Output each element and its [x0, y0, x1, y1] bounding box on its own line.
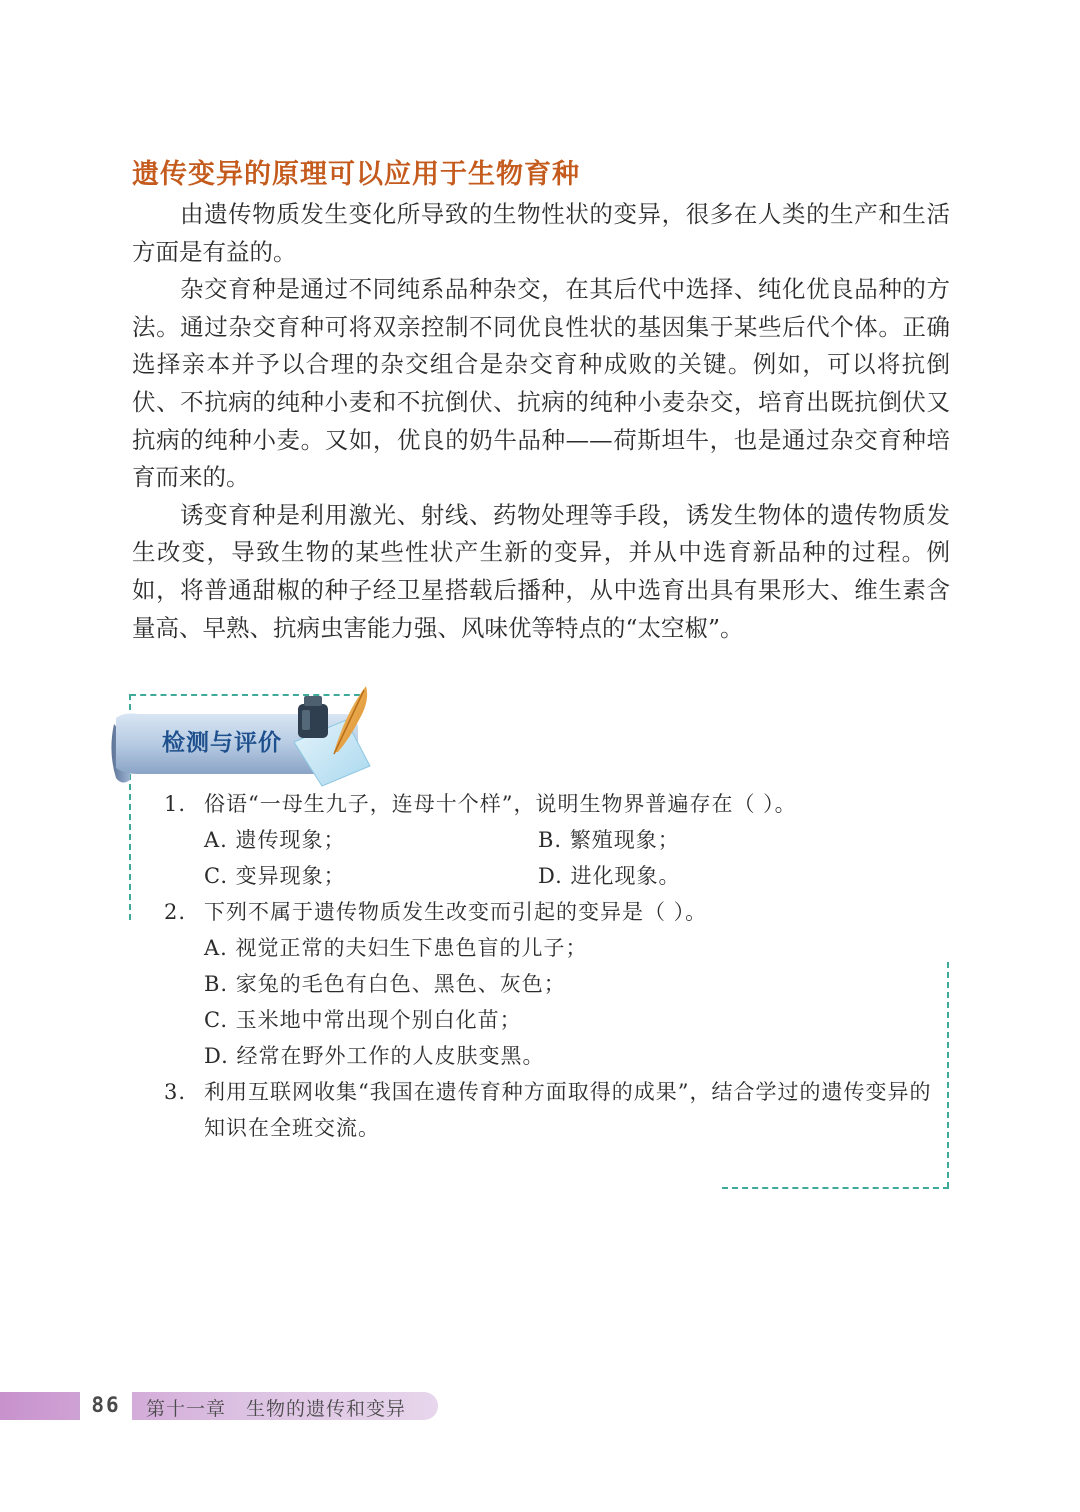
- paragraph: 杂交育种是通过不同纯系品种杂交，在其后代中选择、纯化优良品种的方法。通过杂交育种可将双亲控制不同优良性状的基因集于某些后代个体。正确选择亲本并予以合理的杂交组合是杂交育种成败的关键。例如，可以将抗倒伏、不抗病的纯种小麦和不抗倒伏、抗病的纯种小麦杂交，培育出既抗倒伏又抗病的纯种小麦。又如，优良的奶牛品种——荷斯坦牛，也是通过杂交育种培育而来的。: [132, 275, 950, 492]
- paragraph: 诱变育种是利用激光、射线、药物处理等手段，诱发生物体的遗传物质发生改变，导致生物的某些性状产生新的变异，并从中选育新品种的过程。例如，将普通甜椒的种子经卫星搭载后播种，从中选育出具有果形大、维生素含量高、早熟、抗病虫害能力强、风味优等特点的“太空椒”。: [132, 500, 950, 642]
- option-a: A. 遗传现象；: [204, 828, 346, 852]
- dashed-border-right: [947, 962, 949, 1188]
- paragraph: 由遗传物质发生变化所导致的生物性状的变异，很多在人类的生产和生活方面是有益的。: [132, 200, 950, 266]
- options-row: [164, 858, 934, 894]
- option-a: A. 视觉正常的夫妇生下患色盲的儿子；: [204, 936, 588, 960]
- chapter-title: 生物的遗传和变异: [246, 1398, 407, 1420]
- question-list: [164, 786, 934, 1146]
- question-number: 2.: [164, 900, 187, 924]
- question-number: 3.: [164, 1080, 187, 1104]
- option-b: B. 繁殖现象；: [538, 828, 680, 852]
- question-3: [164, 1074, 934, 1146]
- question-text: 俗语“一母生九子，连母十个样”，说明生物界普遍存在（ ）。: [204, 792, 797, 816]
- question-text: 利用互联网收集“我国在遗传育种方面取得的成果”，结合学过的遗传变异的知识在全班交流。: [204, 1080, 932, 1140]
- dashed-border-bottom: [722, 1187, 949, 1189]
- chapter-label: 第十一章: [146, 1398, 227, 1420]
- option-c: C. 玉米地中常出现个别白化苗；: [204, 1008, 522, 1032]
- option-d: D. 进化现象。: [538, 864, 681, 888]
- question-text: 下列不属于遗传物质发生改变而引起的变异是（ ）。: [204, 900, 708, 924]
- question-2: [164, 894, 934, 930]
- options-row: [164, 822, 934, 858]
- option-b: B. 家兔的毛色有白色、黑色、灰色；: [204, 972, 566, 996]
- page-number: 86: [91, 1393, 121, 1417]
- option-c: C. 变异现象；: [204, 864, 346, 888]
- section-title: 遗传变异的原理可以应用于生物育种: [132, 159, 580, 190]
- evaluation-title: 检测与评价: [162, 730, 282, 756]
- option-d: D. 经常在野外工作的人皮肤变黑。: [204, 1044, 545, 1068]
- question-1: [164, 786, 934, 822]
- body-text: [132, 196, 950, 647]
- question-number: 1.: [164, 792, 187, 816]
